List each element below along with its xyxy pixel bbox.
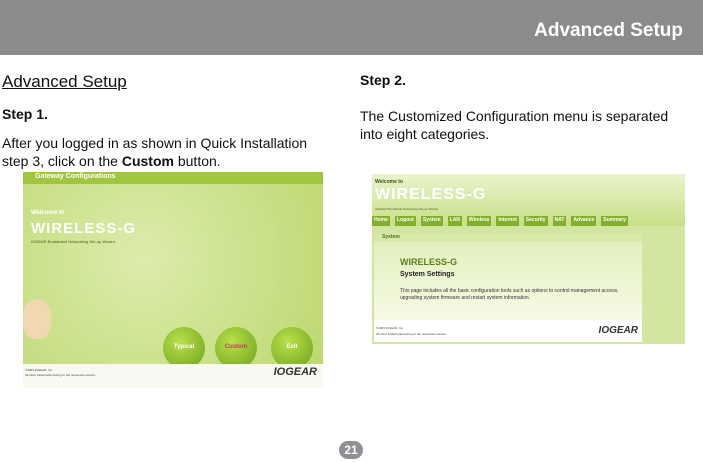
- custom-button-label: Custom: [224, 344, 248, 350]
- nav-nat[interactable]: NAT: [553, 216, 567, 226]
- system-panel: [374, 234, 642, 342]
- wireless-g-logo-2: WIRELESS-G: [375, 186, 487, 203]
- nav-home[interactable]: Home: [372, 216, 390, 226]
- gateway-config-footer: [23, 364, 323, 388]
- nav-internet[interactable]: Internet: [496, 216, 518, 226]
- typical-button-label: Typical: [173, 344, 195, 350]
- step-1-text-start: After you logged in as shown in Quick Installation step 3, click on the: [2, 135, 308, 169]
- trademark-text-2: All other trademarks belong to the respective owners.: [376, 332, 447, 336]
- wireless-g-logo-3: WIRELESS-G: [400, 257, 458, 267]
- exit-button-label: Exit: [286, 344, 298, 350]
- gateway-config-body: [23, 184, 323, 372]
- wizard-tagline-2: IOGEAR Broadband Networking Set-up Wizard: [375, 207, 438, 211]
- system-panel-body: [374, 242, 642, 320]
- header-title: Advanced Setup: [534, 20, 683, 41]
- mascot-image: [23, 299, 51, 339]
- step-1-label: Step 1.: [2, 106, 48, 122]
- typical-button[interactable]: [163, 327, 205, 369]
- wireless-g-logo: WIRELESS-G: [31, 220, 137, 237]
- custom-button[interactable]: [215, 327, 257, 369]
- nav-logout[interactable]: Logout: [395, 216, 416, 226]
- section-title: Advanced Setup: [2, 72, 127, 91]
- system-panel-title: System: [382, 234, 400, 240]
- step-1-text-bold: Custom: [121, 153, 174, 169]
- nav-system[interactable]: System: [421, 216, 443, 226]
- welcome-text: Welcome to: [31, 210, 65, 216]
- gateway-config-screenshot: [23, 172, 323, 388]
- system-settings-description: This page includes all the basic configuration tools such as options to control management access, upgrading system firmware and restart system information.: [400, 288, 619, 301]
- gateway-config-title-bar: [23, 172, 323, 184]
- step-2-label: Step 2.: [360, 72, 406, 88]
- nav-summary[interactable]: Summary: [601, 216, 628, 226]
- step-2-text: The Customized Configuration menu is separated into eight categories.: [360, 108, 669, 142]
- wizard-tagline: IOGEAR Broadband Networking Set-up Wizard: [31, 239, 115, 244]
- iogear-logo-2: IOGEAR: [598, 325, 638, 336]
- system-settings-screenshot: [372, 174, 685, 344]
- nav-advance[interactable]: Advance: [571, 216, 596, 226]
- step-1-text: [2, 134, 332, 170]
- nav-security[interactable]: Security: [524, 216, 548, 226]
- iogear-logo: IOGEAR: [273, 366, 317, 378]
- gateway-config-title: Gateway Configurations: [35, 173, 116, 180]
- system-panel-footer: [374, 320, 642, 342]
- header-bar: [0, 0, 703, 55]
- nav-lan[interactable]: LAN: [448, 216, 462, 226]
- welcome-text-2: Welcome to: [375, 179, 403, 185]
- system-settings-title: System Settings: [400, 271, 455, 278]
- copyright-text-2: ©2003 IOGEAR, Inc.: [376, 326, 404, 330]
- page-number: 21: [339, 441, 363, 459]
- main-nav: [372, 216, 685, 226]
- step-1-text-end: button.: [173, 153, 221, 169]
- system-panel-bar: [374, 234, 642, 242]
- system-header: [372, 174, 685, 226]
- trademark-text: All other trademarks belong to the respective owners.: [25, 373, 96, 377]
- copyright-text: ©2003 IOGEAR, Inc.: [25, 368, 53, 372]
- exit-button[interactable]: [271, 327, 313, 369]
- nav-wireless[interactable]: Wireless: [467, 216, 492, 226]
